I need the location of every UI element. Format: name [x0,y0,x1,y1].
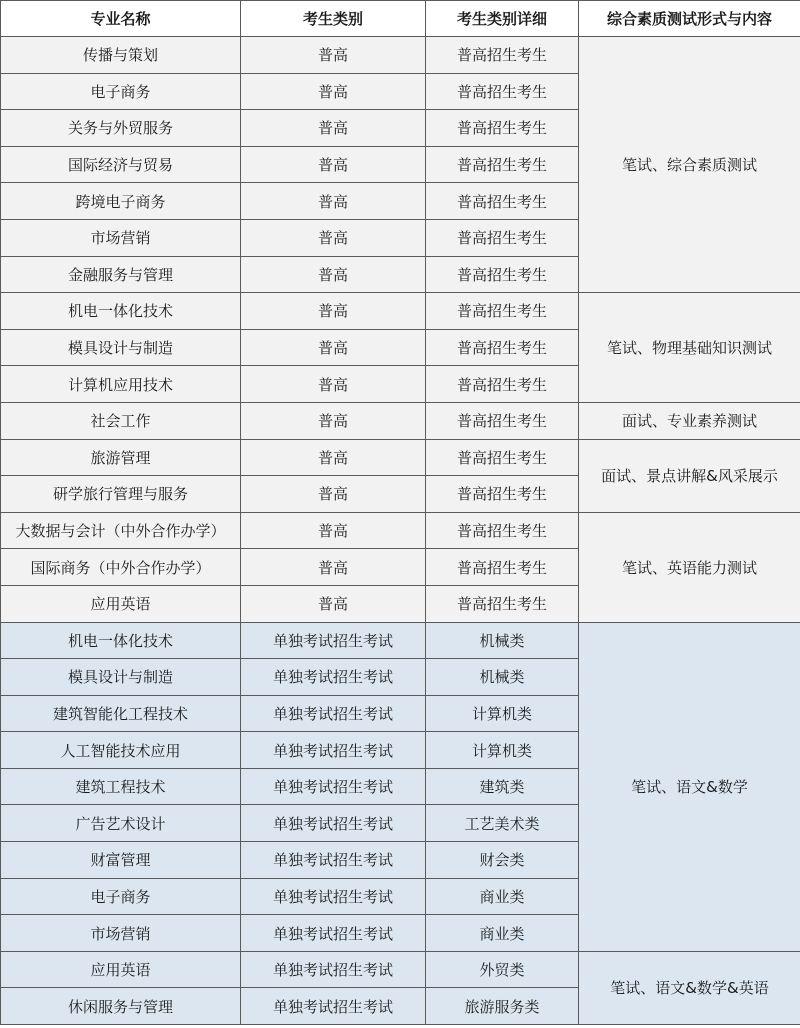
detail-cell: 普高招生考生 [426,549,579,586]
major-cell: 旅游管理 [1,439,241,476]
major-cell: 关务与外贸服务 [1,110,241,147]
detail-cell: 计算机类 [426,695,579,732]
detail-cell: 普高招生考生 [426,37,579,74]
major-cell: 模具设计与制造 [1,659,241,696]
major-cell: 应用英语 [1,951,241,988]
detail-cell: 普高招生考生 [426,73,579,110]
major-cell: 机电一体化技术 [1,622,241,659]
major-cell: 跨境电子商务 [1,183,241,220]
category-cell: 单独考试招生考试 [241,951,426,988]
category-cell: 单独考试招生考试 [241,695,426,732]
detail-cell: 普高招生考生 [426,366,579,403]
test-cell: 笔试、语文&数学&英语 [579,951,800,1024]
major-cell: 模具设计与制造 [1,329,241,366]
category-cell: 单独考试招生考试 [241,622,426,659]
table-row [1,439,800,476]
major-cell: 国际经济与贸易 [1,146,241,183]
header-row [1,1,800,37]
table-row [1,293,800,330]
major-cell: 金融服务与管理 [1,256,241,293]
detail-cell: 机械类 [426,622,579,659]
major-cell: 电子商务 [1,878,241,915]
header-major: 专业名称 [1,1,241,37]
detail-cell: 商业类 [426,878,579,915]
test-cell: 面试、景点讲解&风采展示 [579,439,800,512]
detail-cell: 工艺美术类 [426,805,579,842]
category-cell: 普高 [241,293,426,330]
major-cell: 国际商务（中外合作办学） [1,549,241,586]
detail-cell: 机械类 [426,659,579,696]
test-cell: 笔试、综合素质测试 [579,37,800,293]
major-cell: 市场营销 [1,219,241,256]
category-cell: 单独考试招生考试 [241,768,426,805]
category-cell: 普高 [241,549,426,586]
category-cell: 普高 [241,219,426,256]
test-cell: 面试、专业素养测试 [579,402,800,439]
category-cell: 普高 [241,146,426,183]
detail-cell: 计算机类 [426,732,579,769]
major-cell: 建筑工程技术 [1,768,241,805]
detail-cell: 商业类 [426,915,579,952]
category-cell: 普高 [241,183,426,220]
test-cell: 笔试、英语能力测试 [579,512,800,622]
major-cell: 建筑智能化工程技术 [1,695,241,732]
major-cell: 市场营销 [1,915,241,952]
test-cell: 笔试、语文&数学 [579,622,800,951]
category-cell: 单独考试招生考试 [241,659,426,696]
detail-cell: 普高招生考生 [426,146,579,183]
detail-cell: 普高招生考生 [426,183,579,220]
detail-cell: 普高招生考生 [426,256,579,293]
category-cell: 普高 [241,439,426,476]
category-cell: 普高 [241,110,426,147]
detail-cell: 外贸类 [426,951,579,988]
general-highschool-group [1,37,800,623]
table-row [1,622,800,659]
major-cell: 广告艺术设计 [1,805,241,842]
major-cell: 传播与策划 [1,37,241,74]
separate-exam-group [1,622,800,1025]
category-cell: 单独考试招生考试 [241,988,426,1025]
major-cell: 休闲服务与管理 [1,988,241,1025]
detail-cell: 建筑类 [426,768,579,805]
detail-cell: 普高招生考生 [426,439,579,476]
category-cell: 普高 [241,37,426,74]
major-cell: 研学旅行管理与服务 [1,476,241,513]
major-cell: 社会工作 [1,402,241,439]
category-cell: 普高 [241,73,426,110]
major-cell: 机电一体化技术 [1,293,241,330]
category-cell: 普高 [241,366,426,403]
table-row [1,951,800,988]
detail-cell: 普高招生考生 [426,293,579,330]
major-cell: 人工智能技术应用 [1,732,241,769]
table-row [1,512,800,549]
table-row [1,37,800,74]
category-cell: 普高 [241,585,426,622]
test-cell: 笔试、物理基础知识测试 [579,293,800,403]
category-cell: 单独考试招生考试 [241,842,426,879]
detail-cell: 普高招生考生 [426,402,579,439]
table-row [1,402,800,439]
detail-cell: 旅游服务类 [426,988,579,1025]
major-cell: 应用英语 [1,585,241,622]
category-cell: 普高 [241,476,426,513]
detail-cell: 普高招生考生 [426,110,579,147]
major-cell: 电子商务 [1,73,241,110]
category-cell: 单独考试招生考试 [241,805,426,842]
category-cell: 单独考试招生考试 [241,878,426,915]
detail-cell: 普高招生考生 [426,585,579,622]
major-cell: 大数据与会计（中外合作办学） [1,512,241,549]
detail-cell: 财会类 [426,842,579,879]
header-test-content: 综合素质测试形式与内容 [579,1,800,37]
detail-cell: 普高招生考生 [426,219,579,256]
detail-cell: 普高招生考生 [426,476,579,513]
category-cell: 普高 [241,402,426,439]
category-cell: 普高 [241,512,426,549]
header-category: 考生类别 [241,1,426,37]
detail-cell: 普高招生考生 [426,329,579,366]
major-cell: 计算机应用技术 [1,366,241,403]
category-cell: 普高 [241,329,426,366]
header-category-detail: 考生类别详细 [426,1,579,37]
detail-cell: 普高招生考生 [426,512,579,549]
category-cell: 单独考试招生考试 [241,915,426,952]
category-cell: 单独考试招生考试 [241,732,426,769]
major-cell: 财富管理 [1,842,241,879]
category-cell: 普高 [241,256,426,293]
